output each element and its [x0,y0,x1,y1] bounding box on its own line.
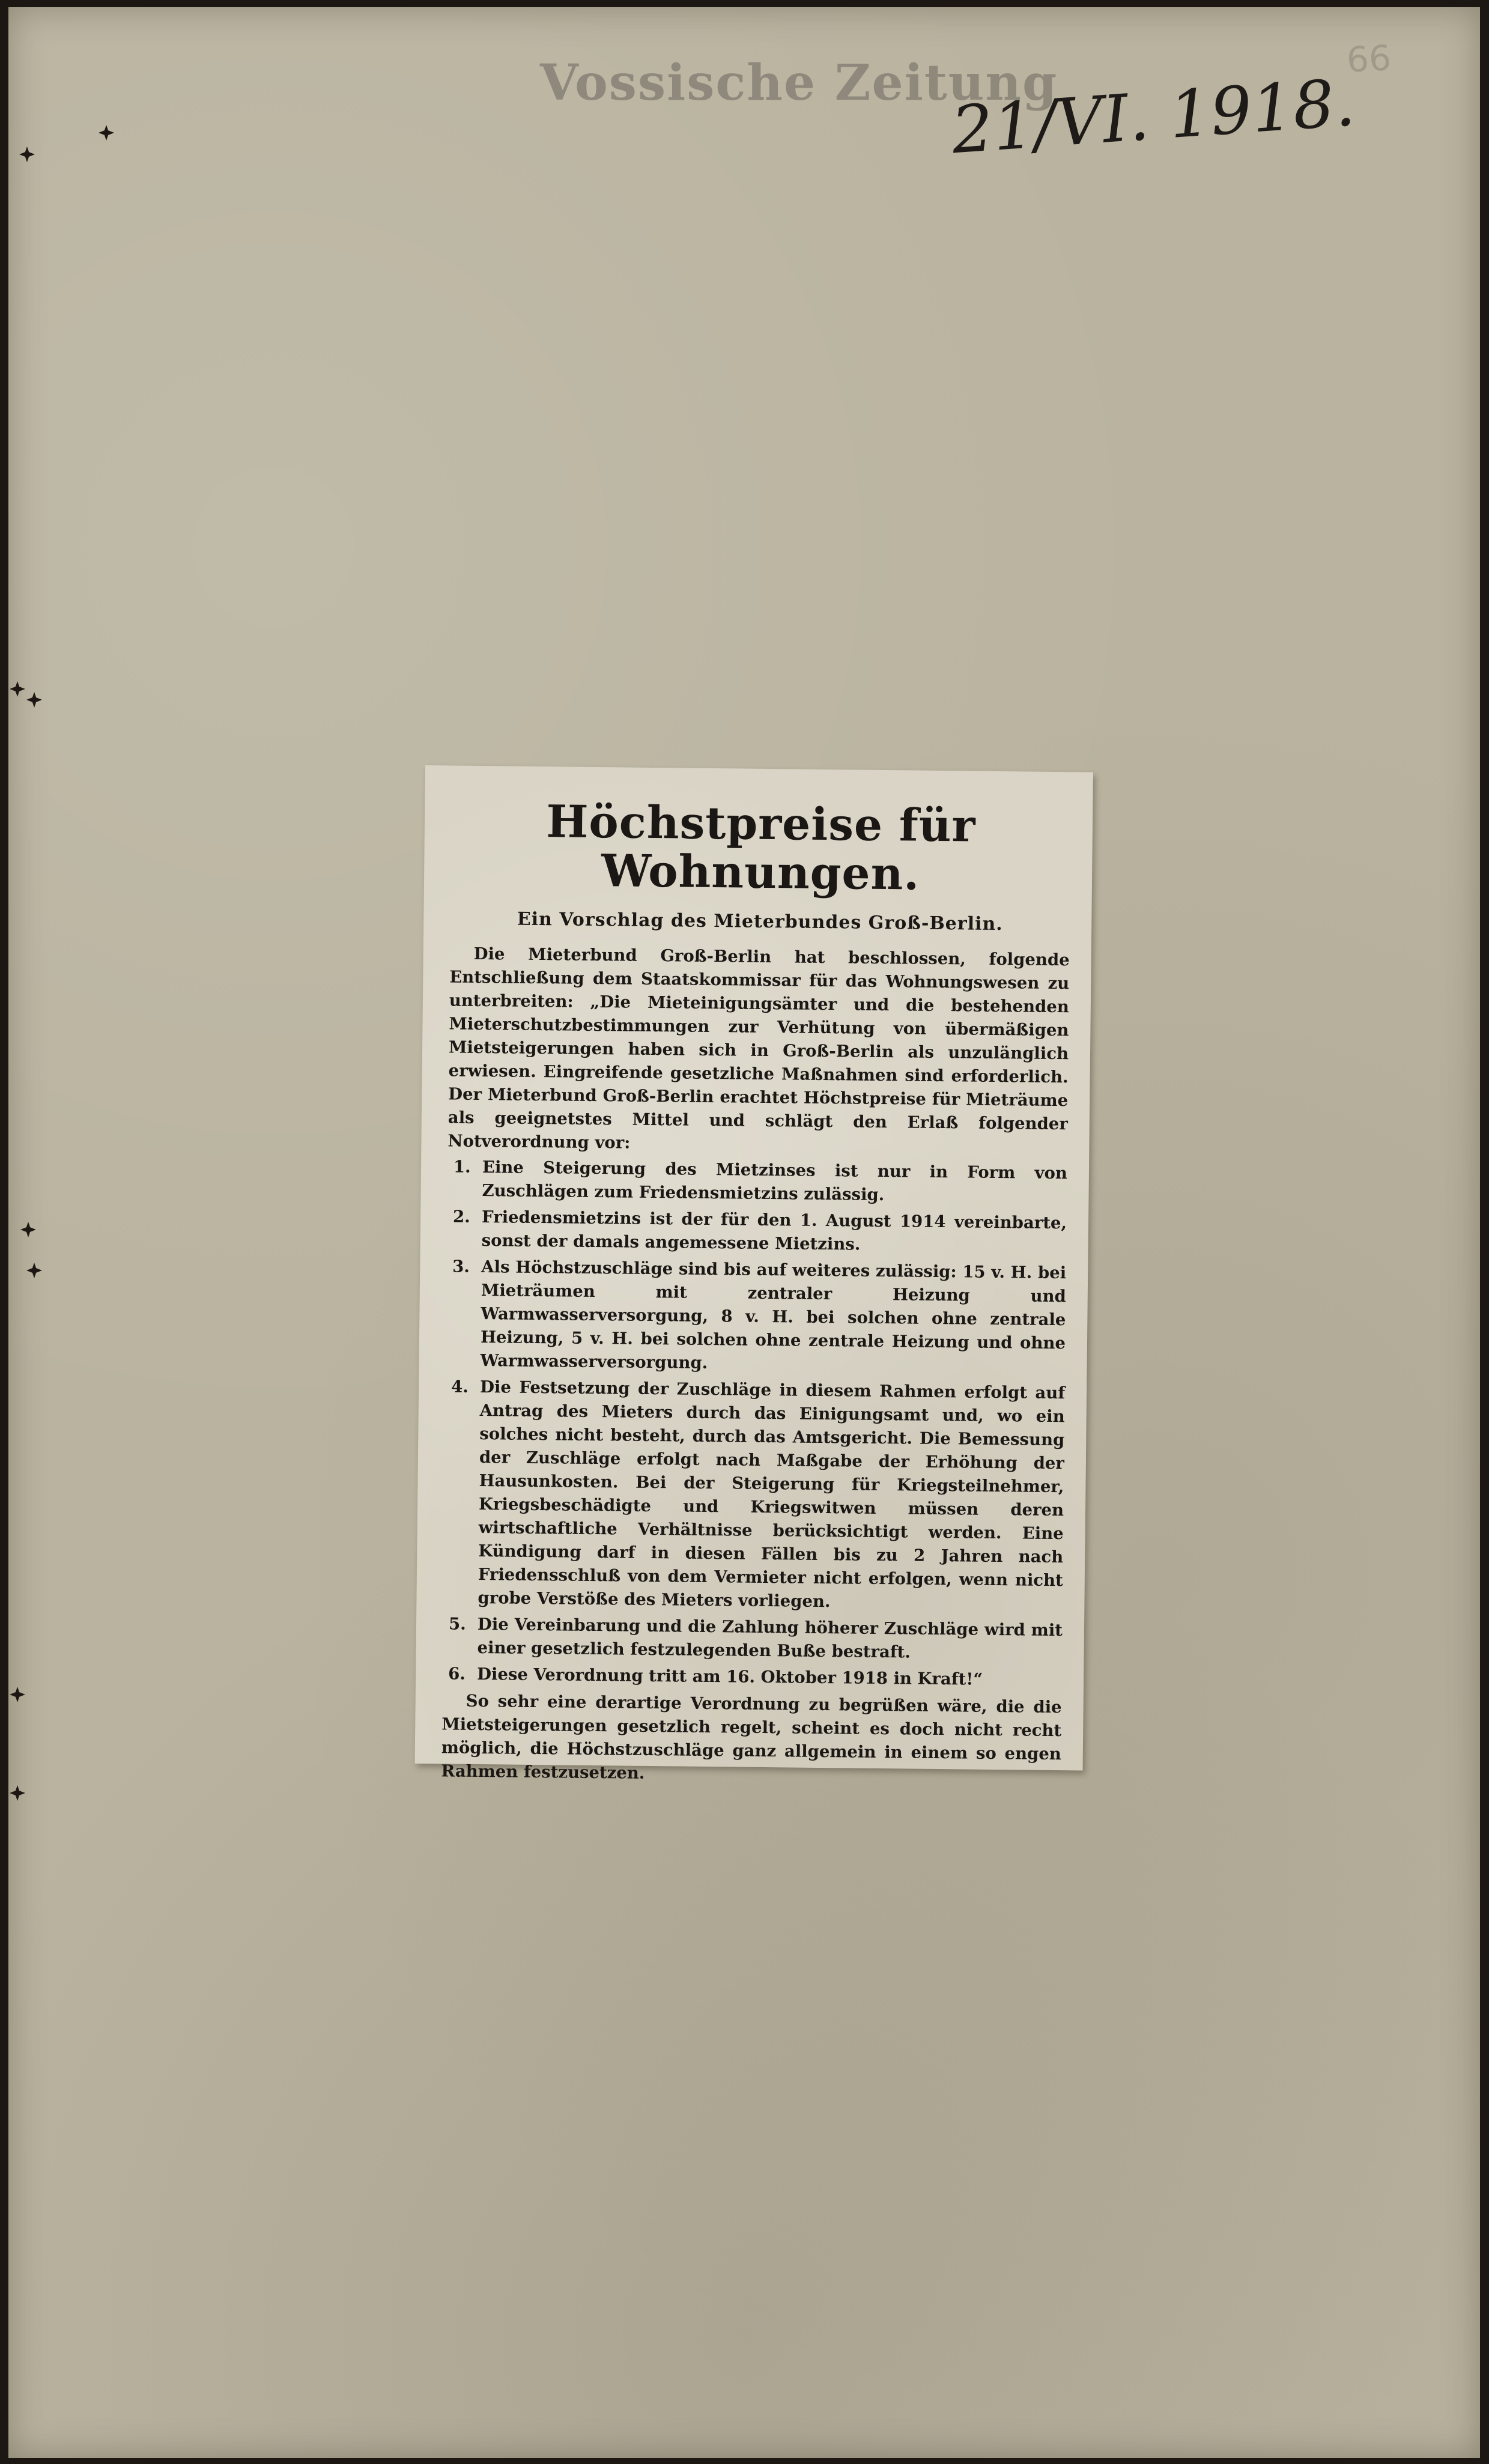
decree-item-number: 4. [451,1377,469,1397]
binding-hole [10,1687,25,1702]
binding-hole [26,692,42,708]
decree-item-text: Die Festsetzung der Zuschläge in diesem Rahmen erfolgt auf Antrag des Mieters durch das Einigungsamt und, wo ein solches nicht besteht, durch das Amtsgericht. Die Bemessung der Zuschläge erfolgt nach Maßgabe der Erhöhung der Hausunkosten. Bei der Steigerung für Kriegsteilnehmer, Kriegsbeschädigte und Kriegswitwen müssen deren wirtschaftliche Verhältnisse berücksichtigt werden. Eine Kündigung darf in diesen Fällen bis zu 2 Jahren nach Friedensschluß von dem Vermieter nicht erfolgen, wenn nicht grobe Verstöße des Mieters vorliegen. [478,1377,1066,1611]
binding-hole [99,125,114,141]
article-closing: So sehr eine derartige Verordnung zu begrüßen wäre, die die Mietsteigerungen gesetzlich regelt, scheint es doch nicht recht möglich, die Höchstzuschläge ganz allgemein in einem so engen Rahmen festzusetzen. [441,1691,1062,1783]
article-headline: Höchstpreise für Wohnungen. [546,796,976,901]
binding-hole [19,147,35,162]
decree-item-number: 1. [453,1157,471,1177]
decree-item [452,1255,1067,1379]
binding-hole [10,1785,25,1801]
archive-sheet [8,7,1480,2458]
decree-item-number: 3. [452,1257,470,1276]
decree-item-text: Friedensmietzins ist der für den 1. August 1914 vereinbarte, sonst der damals angemessene Mietzins. [481,1207,1067,1254]
newspaper-clipping [415,765,1093,1783]
decree-item [453,1156,1068,1209]
binding-hole [26,1263,42,1278]
newspaper-stamp: Vossische Zeitung [540,54,1058,112]
decree-item [447,1663,1062,1692]
decree-list [442,1155,1067,1692]
page-number: 66 [1345,37,1392,80]
decree-item-text: Als Höchstzuschläge sind bis auf weiteres zulässig: 15 v. H. bei Mieträumen mit zentraler Heizung und Warmwasserversorgung, 8 v. H. bei solchen ohne zentrale Heizung, 5 v. H. bei solchen ohne zentrale Heizung und ohne Warmwasserversorgung. [480,1257,1067,1373]
decree-item-number: 2. [452,1207,471,1227]
decree-item-text: Eine Steigerung des Mietzinses ist nur in Form von Zuschlägen zum Friedensmietzins zulässig. [482,1157,1068,1204]
binding-hole [20,1222,36,1237]
decree-item-number: 6. [447,1664,466,1684]
handwritten-date: 21/VI. 1918. [949,65,1357,169]
decree-item [448,1613,1063,1666]
article-intro: Die Mieterbund Groß-Berlin hat beschlossen, folgende Entschließung dem Staatskommissar für das Wohnungswesen zu unterbreiten: „Die Mieteinigungsämter und die bestehenden Mieterschutzbestimmungen zur Verhütung von übermäßigen Mietsteigerungen haben sich in Groß-Berlin als unzulänglich erwiesen. Eingreifende gesetzliche Maßnahmen sind erforderlich. Der Mieterbund Groß-Berlin erachtet Höchstpreise für Mieträume als geeignetstes Mittel und schlägt den Erlaß folgender Notverordnung vor: [447,944,1070,1153]
decree-item-text: Diese Verordnung tritt am 16. Oktober 1918 in Kraft!“ [476,1664,983,1689]
article-subheadline: Ein Vorschlag des Mieterbundes Groß-Berlin. [517,908,1003,935]
decree-item [452,1206,1067,1258]
decree-item-number: 5. [448,1614,466,1634]
decree-item [451,1376,1066,1616]
binding-hole [10,681,25,697]
decree-item-text: Die Vereinbarung und die Zahlung höherer Zuschläge wird mit einer gesetzlich festzulegenden Buße bestraft. [477,1614,1063,1662]
